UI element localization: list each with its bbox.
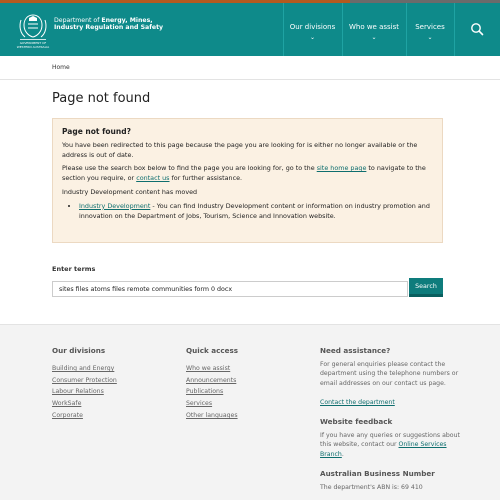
feedback-text: If you have any queries or suggestions about this website, contact our Online Services Branch.	[320, 431, 460, 458]
nav-services[interactable]	[406, 3, 453, 56]
industry-development-link[interactable]: Industry Development	[79, 201, 151, 210]
breadcrumb-home[interactable]: Home	[52, 64, 70, 71]
search-label: Enter terms	[52, 265, 96, 273]
notice-paragraph-2: Please use the search box below to find the page you are looking for, go to the site home page to navigate to the section you require, or contact us for further assistance.	[62, 164, 426, 183]
header-search-button[interactable]	[454, 3, 500, 56]
svg-text:GOVERNMENT OF: GOVERNMENT OF	[19, 41, 47, 45]
notice-list	[62, 202, 433, 222]
footer-heading: Australian Business Number	[320, 469, 435, 479]
nav-label: Services	[415, 23, 445, 31]
chevron-down-icon: ⌄	[371, 34, 377, 41]
search-input[interactable]	[52, 281, 408, 297]
footer-link-corporate[interactable]: Corporate	[52, 411, 83, 419]
svg-text:WESTERN AUSTRALIA: WESTERN AUSTRALIA	[16, 45, 50, 49]
department-name[interactable]: Department of Energy, Mines, Industry Regulation and Safety	[54, 17, 164, 31]
footer-link-labour-relations[interactable]: Labour Relations	[52, 388, 104, 396]
nav-who-we-assist[interactable]	[342, 3, 405, 56]
footer-link-worksafe[interactable]: WorkSafe	[52, 400, 82, 408]
contact-us-link[interactable]: contact us	[136, 174, 170, 183]
footer-heading: Quick access	[186, 346, 239, 355]
online-services-branch-link[interactable]: Online Services Branch	[320, 441, 447, 458]
chevron-down-icon: ⌄	[427, 34, 433, 41]
site-footer	[0, 324, 500, 500]
list-item: • Industry Development - You can find Industry Development content or information on industry promotion and innovation on the Department of Jobs, Tourism, Science and Innovation website.	[79, 202, 433, 222]
nav-label: Who we assist	[348, 23, 400, 31]
footer-link-consumer-protection[interactable]: Consumer Protection	[52, 376, 117, 384]
footer-divisions	[52, 346, 117, 422]
notice-paragraph-3: Industry Development content has moved	[62, 187, 198, 196]
footer-quick-access	[186, 346, 238, 422]
footer-link-publications[interactable]: Publications	[186, 388, 224, 396]
chevron-down-icon: ⌄	[309, 34, 316, 41]
footer-link-building-energy[interactable]: Building and Energy	[52, 365, 115, 372]
footer-heading: Need assistance?	[320, 346, 391, 355]
footer-link-who-we-assist[interactable]: Who we assist	[186, 365, 231, 372]
site-header	[0, 3, 500, 56]
nav-label: Our divisions	[289, 23, 336, 31]
abn-text: The department's ABN is: 69 410	[320, 483, 423, 491]
nav-our-divisions[interactable]	[283, 3, 341, 56]
assistance-text: For general enquiries please contact the department using the telephone numbers or email addresses on our contact us page.	[320, 360, 459, 387]
footer-link-other-languages[interactable]: Other languages	[186, 411, 238, 419]
search-icon	[455, 3, 500, 56]
footer-link-services[interactable]: Services	[186, 400, 213, 408]
footer-heading: Website feedback	[320, 416, 393, 426]
government-crest-logo[interactable]	[16, 12, 50, 52]
footer-link-announcements[interactable]: Announcements	[186, 376, 237, 384]
breadcrumb-bar	[0, 56, 500, 80]
footer-assistance	[320, 346, 460, 493]
contact-department-link[interactable]: Contact the department	[320, 399, 395, 407]
notice-paragraph-1: You have been redirected to this page because the page you are looking for is either no longer available or the address is out of date.	[62, 140, 418, 159]
search-button[interactable]: Search	[409, 278, 443, 297]
notice-title: Page not found?	[62, 127, 131, 136]
not-found-notice	[52, 118, 443, 243]
page-title: Page not found	[52, 91, 151, 106]
site-home-page-link[interactable]: site home page	[316, 164, 367, 173]
footer-heading: Our divisions	[52, 346, 106, 355]
